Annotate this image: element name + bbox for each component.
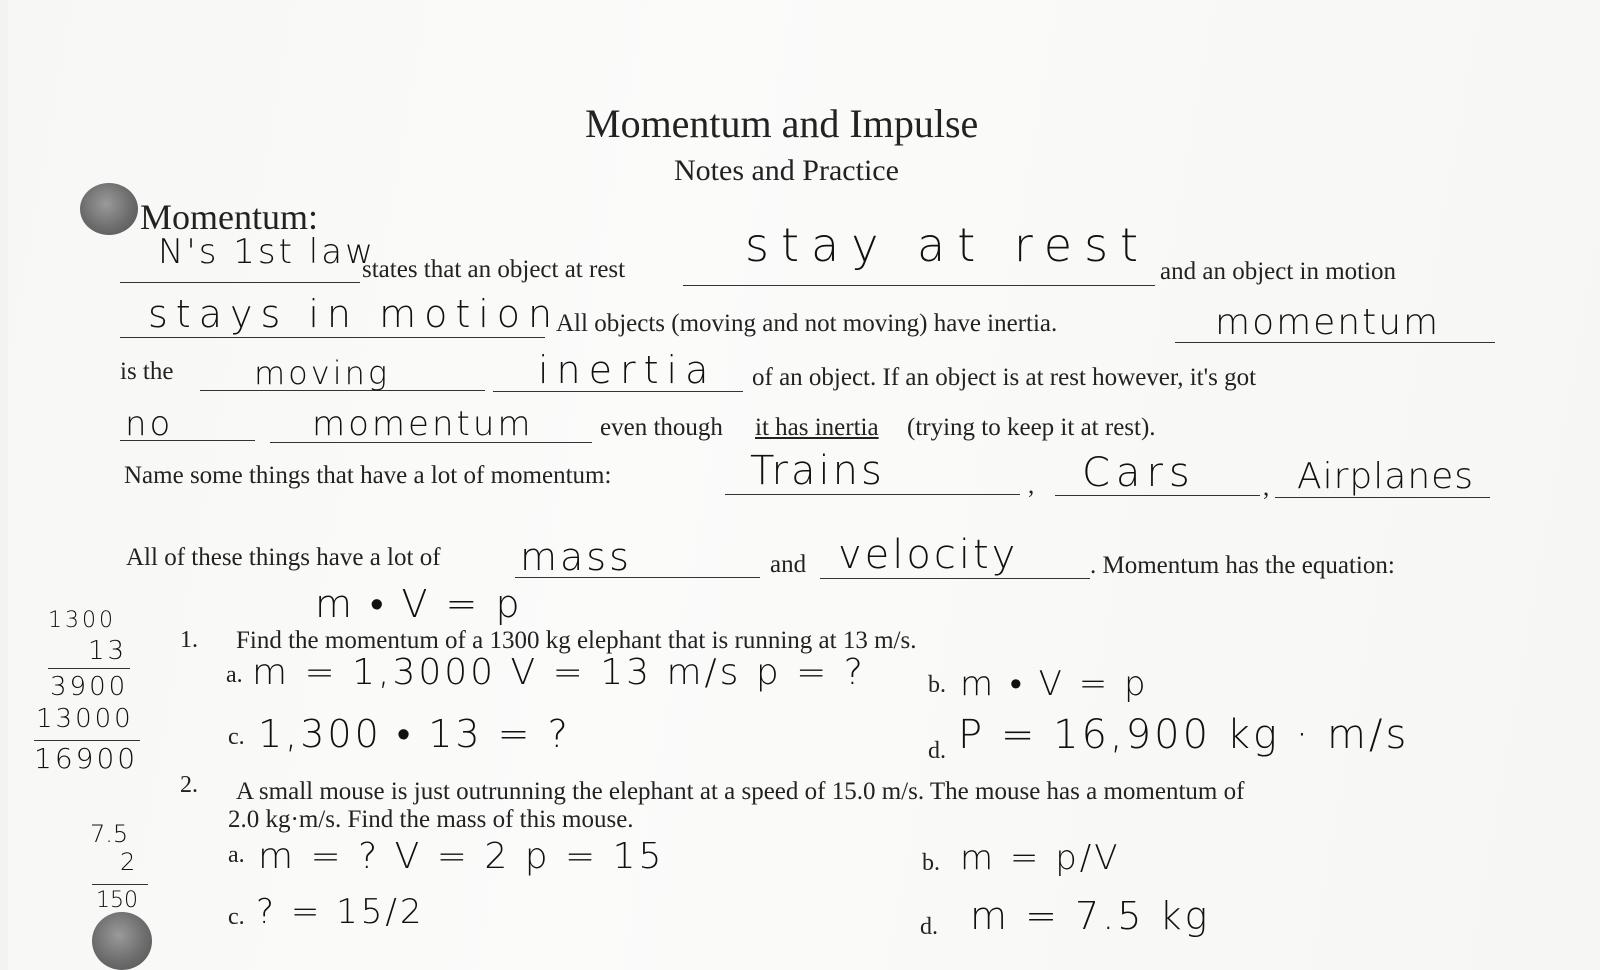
- problem-1-text: Find the momentum of a 1300 kg elephant that is running at 13 m/s.: [236, 627, 917, 654]
- page-subtitle: Notes and Practice: [674, 154, 899, 187]
- problem-2-text-line2: 2.0 kg·m/s. Find the mass of this mouse.: [228, 806, 634, 833]
- margin-work-3: 3900: [50, 672, 129, 702]
- blank-13: [820, 578, 1090, 579]
- blank-2: [683, 285, 1155, 286]
- blank-3: [120, 337, 545, 338]
- answer-momentum: momentum: [1215, 302, 1441, 343]
- problem-1-d-label: d.: [928, 738, 946, 764]
- problem-1-b-work: m • V = p: [960, 664, 1149, 704]
- answer-inertia: inertia: [538, 348, 717, 392]
- answer-mass: mass: [520, 535, 632, 579]
- notes-line3-text2: of an object. If an object is at rest however, it's got: [752, 364, 1257, 391]
- notes-line3-text1: is the: [120, 358, 174, 385]
- comma-1: ,: [1028, 472, 1035, 499]
- answer-stays-in-motion: stays in motion: [148, 292, 561, 336]
- page-title: Momentum and Impulse: [585, 101, 979, 146]
- notes-line6-text2: and: [770, 551, 807, 578]
- answer-no: no: [125, 404, 174, 444]
- blank-9: [725, 494, 1020, 495]
- answer-trains: Trains: [750, 448, 885, 494]
- problem-1-d-work: P = 16,900 kg · m/s: [958, 712, 1410, 758]
- notes-line4-text1: even though: [600, 414, 723, 441]
- problem-1-c-work: 1,300 • 13 = ?: [258, 712, 571, 756]
- margin-work-6: 7.5: [90, 820, 129, 848]
- momentum-equation: m • V = p: [315, 582, 523, 626]
- notes-line2-text1: All objects (moving and not moving) have inertia.: [556, 310, 1058, 337]
- answer-moving: moving: [254, 354, 391, 392]
- margin-work-1: 1300: [48, 608, 116, 633]
- margin-line-1: [48, 668, 130, 669]
- comma-2: ,: [1263, 474, 1270, 501]
- notes-line6-text3: . Momentum has the equation:: [1090, 552, 1395, 579]
- problem-2-a-label: a.: [228, 842, 245, 868]
- answer-airplanes: Airplanes: [1297, 456, 1475, 497]
- margin-work-8: 150: [96, 888, 138, 913]
- answer-stay-at-rest: stay at rest: [745, 218, 1151, 272]
- problem-2-d-label: d.: [920, 914, 938, 940]
- problem-2-d-work: m = 7.5 kg: [970, 894, 1211, 938]
- notes-line1-text1: states that an object at rest: [362, 256, 626, 283]
- margin-work-4: 13000: [36, 704, 134, 734]
- blank-1: [120, 282, 360, 283]
- notes-line6-text1: All of these things have a lot of: [126, 544, 441, 571]
- problem-1-a-work: m = 1,3000 V = 13 m/s p = ?: [252, 652, 866, 693]
- notes-line4-underlined: it has inertia: [755, 414, 879, 441]
- problem-1-b-label: b.: [928, 672, 946, 698]
- problem-1-number: 1.: [180, 627, 198, 653]
- blank-11: [1275, 497, 1490, 498]
- margin-work-2: 13: [88, 636, 128, 666]
- punch-hole-top: [80, 183, 138, 235]
- problem-2-b-label: b.: [922, 850, 940, 876]
- margin-work-5: 16900: [34, 742, 139, 775]
- answer-velocity: velocity: [838, 532, 1019, 578]
- margin-work-7: 2: [120, 848, 139, 876]
- margin-line-2: [34, 740, 140, 741]
- problem-1-a-label: a.: [226, 662, 243, 688]
- punch-hole-bottom: [92, 912, 152, 970]
- problem-2-b-work: m = p/V: [960, 838, 1121, 878]
- answer-newtons-first-law: N's 1st law: [158, 232, 376, 272]
- notes-line1-text2: and an object in motion: [1160, 258, 1397, 285]
- answer-cars: Cars: [1082, 450, 1196, 496]
- problem-2-text-line1: A small mouse is just outrunning the elephant at a speed of 15.0 m/s. The mouse has a momentum of: [236, 778, 1245, 805]
- section-heading: Momentum:: [140, 197, 318, 237]
- notes-line4-text2: (trying to keep it at rest).: [907, 414, 1156, 441]
- notes-line5-text1: Name some things that have a lot of momentum:: [124, 462, 612, 489]
- problem-2-a-work: m = ? V = 2 p = 15: [258, 836, 665, 877]
- problem-1-c-label: c.: [228, 724, 245, 750]
- answer-momentum-2: momentum: [312, 404, 534, 444]
- problem-2-number: 2.: [180, 772, 198, 798]
- margin-line-3: [92, 884, 148, 885]
- problem-2-c-label: c.: [228, 904, 245, 930]
- problem-2-c-work: ? = 15/2: [256, 892, 425, 932]
